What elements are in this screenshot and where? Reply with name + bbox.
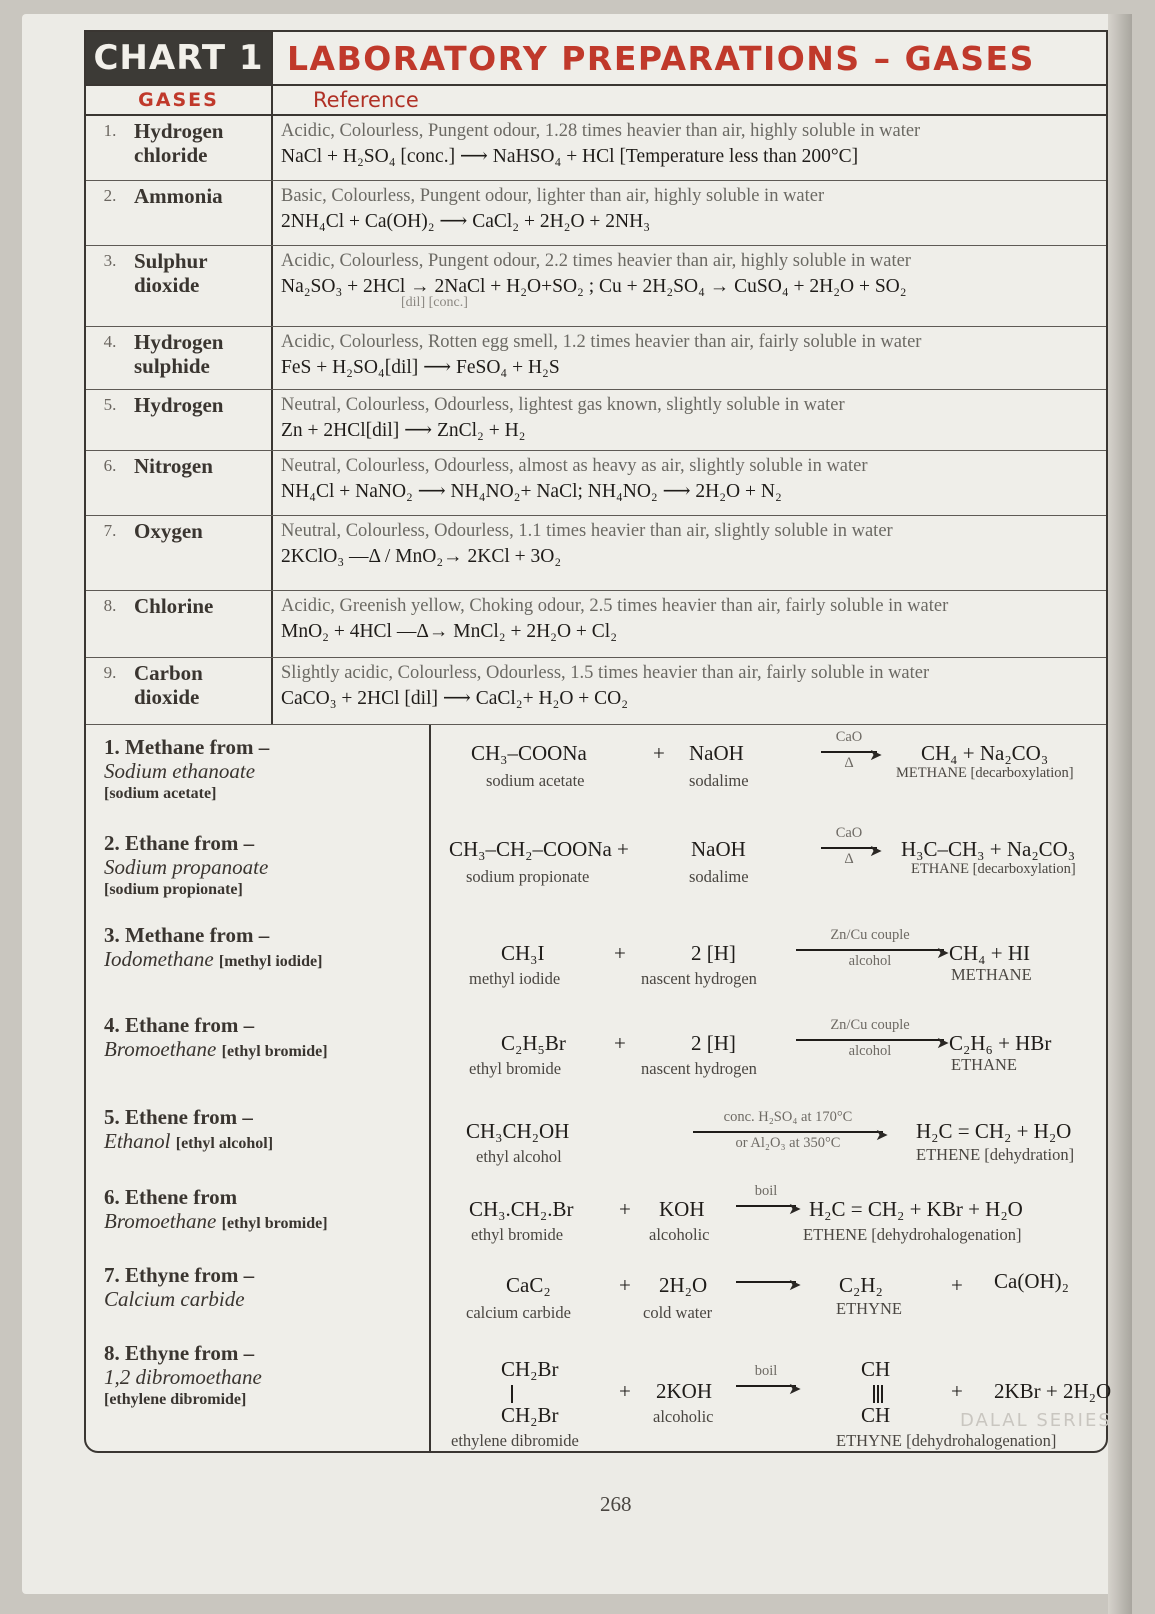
prep-title: 7. Ethyne from –: [104, 1263, 255, 1287]
plus-sign: +: [614, 941, 626, 965]
gas-properties: Neutral, Colourless, Odourless, almost as heavy as air, slightly soluble in water: [281, 456, 868, 476]
gas-row: [86, 327, 1106, 390]
reactant-2: 2KOH: [656, 1379, 712, 1403]
reactant-1: CH₃–COONa: [471, 741, 587, 765]
reactant-2-label: sodalime: [689, 771, 749, 790]
prep-reaction: [431, 1095, 1106, 1175]
plus-sign: +: [619, 1379, 631, 1403]
gas-properties: Acidic, Colourless, Pungent odour, 1.28 times heavier than air, highly soluble in water: [281, 121, 921, 141]
arrow-condition-top: boil: [754, 1183, 778, 1199]
prep-description: [86, 1095, 431, 1175]
gas-reference: [271, 516, 1106, 590]
prep-description: [86, 1253, 431, 1331]
prep-title: 1. Methane from –: [104, 735, 270, 759]
reactant-2-label: alcoholic: [649, 1225, 710, 1244]
arrow-condition-top: boil: [754, 1363, 778, 1379]
arrow-condition-top: CaO: [835, 825, 863, 841]
plus-sign: +: [619, 1273, 631, 1297]
prep-source: [104, 1037, 423, 1064]
gas-properties: Acidic, Colourless, Rotten egg smell, 1.2 times heavier than air, fairly soluble in water: [281, 332, 922, 352]
gas-reference: [271, 116, 1106, 180]
prep-source: [104, 1129, 423, 1156]
prep-title: 6. Ethene from: [104, 1185, 238, 1209]
gas-name: Oxygen: [134, 519, 203, 543]
reactant-2: 2 [H]: [691, 941, 736, 965]
prep-row: [86, 913, 1106, 1003]
prep-row: [86, 821, 1106, 913]
reactant-1-label: ethyl bromide: [469, 1059, 562, 1078]
prep-row: [86, 1331, 1112, 1451]
gas-number: 1.: [103, 121, 117, 140]
product-label: ETHENE [dehydration]: [916, 1145, 1075, 1164]
gas-number: 5.: [103, 395, 117, 414]
chart-table: [84, 30, 1112, 1453]
prep-source-note: [ethyl alcohol]: [175, 1135, 274, 1152]
gas-number: 4.: [103, 332, 117, 351]
gas-row: [86, 390, 1106, 451]
gas-row: [86, 591, 1106, 658]
gas-reference: [271, 246, 1106, 326]
reactant-1-label: methyl iodide: [469, 969, 561, 988]
gas-equation: 2NH₄Cl + Ca(OH)₂ ⟶ CaCl₂ + 2H₂O + 2NH₃: [281, 211, 651, 232]
prep-note: [sodium acetate]: [104, 785, 217, 802]
arrow-head-icon: ➤: [788, 1277, 802, 1294]
gas-name-cell: [86, 181, 271, 245]
chart-header: [86, 32, 1106, 86]
reactant-1-bottom: CH₂Br: [501, 1403, 559, 1427]
prep-row: [86, 1253, 1106, 1331]
gas-reference: [271, 181, 1106, 245]
gas-name-cell: [86, 116, 271, 180]
gas-equation: CaCO₃ + 2HCl [dil] ⟶ CaCl₂+ H₂O + CO₂: [281, 688, 629, 709]
arrow-condition-bottom: Δ: [844, 851, 854, 867]
gas-name: Sulphur dioxide: [134, 249, 208, 297]
reactant-1: C₂H₅Br: [501, 1031, 566, 1055]
gas-equation: NaCl + H₂SO₄ [conc.] ⟶ NaHSO₄ + HCl [Temperature less than 200°C]: [281, 146, 859, 167]
reactant-2-label: nascent hydrogen: [641, 969, 757, 988]
gas-properties: Neutral, Colourless, Odourless, lightest gas known, slightly soluble in water: [281, 395, 845, 415]
chart-title: LABORATORY PREPARATIONS – GASES: [271, 32, 1106, 84]
gas-name: Chlorine: [134, 594, 214, 618]
prep-source-note: [ethyl bromide]: [221, 1043, 328, 1060]
prep-rows: [86, 725, 1112, 1451]
prep-source-name: Bromoethane: [104, 1037, 217, 1061]
prep-source: [104, 759, 423, 783]
prep-source-name: Bromoethane: [104, 1209, 217, 1233]
product-label: ETHANE: [951, 1055, 1017, 1074]
arrow-condition-bottom: or Al₂O₃ at 350°C: [735, 1135, 841, 1151]
prep-title: 8. Ethyne from –: [104, 1341, 255, 1365]
product-label: METHANE: [951, 965, 1032, 984]
reactant-1-label: sodium propionate: [466, 867, 590, 886]
arrow-condition-bottom: alcohol: [848, 1043, 892, 1059]
arrow-head-icon: ➤: [936, 945, 950, 962]
product: H₂C = CH₂ + H₂O: [916, 1119, 1072, 1143]
gas-row: [86, 246, 1106, 327]
triple-bond-mid: [877, 1385, 879, 1403]
arrow-head-icon: ➤: [788, 1381, 802, 1398]
gas-row: [86, 451, 1106, 516]
reactant-2: KOH: [659, 1197, 705, 1221]
arrow-condition-top: Zn/Cu couple: [830, 1017, 910, 1033]
prep-reaction: [431, 821, 1106, 913]
product: CH₄ + HI: [949, 941, 1030, 965]
prep-description: [86, 1175, 431, 1253]
gas-number: 7.: [103, 521, 117, 540]
prep-description: [86, 725, 431, 821]
prep-source: [104, 855, 423, 879]
arrow-head-icon: ➤: [875, 1127, 889, 1144]
watermark: DALAL SERIES: [960, 1410, 1112, 1431]
reactant-1-label: sodium acetate: [486, 771, 585, 790]
prep-description: [86, 821, 431, 913]
gas-name-cell: [86, 327, 271, 389]
prep-reaction: [431, 1253, 1106, 1331]
gas-name-cell: [86, 246, 271, 326]
gas-number: 8.: [103, 596, 117, 615]
prep-row: [86, 1095, 1106, 1175]
prep-source: [104, 947, 423, 974]
gas-rows: [86, 116, 1106, 725]
prep-source-name: Sodium ethanoate: [104, 759, 256, 783]
prep-description: [86, 1003, 431, 1095]
gas-properties: Acidic, Colourless, Pungent odour, 2.2 times heavier than air, highly soluble in water: [281, 251, 911, 271]
prep-row: [86, 1003, 1106, 1095]
product-top: CH: [861, 1357, 891, 1381]
chart-label: CHART 1: [86, 32, 271, 84]
reactant-2: 2 [H]: [691, 1031, 736, 1055]
prep-source-name: Sodium propanoate: [104, 855, 269, 879]
gas-name: Nitrogen: [134, 454, 213, 478]
arrow-head-icon: ➤: [936, 1035, 950, 1052]
arrow-condition-top: CaO: [835, 729, 863, 745]
reactant-1-label: calcium carbide: [466, 1303, 571, 1322]
reaction-arrow: [736, 1385, 796, 1387]
prep-reaction: [431, 725, 1106, 821]
prep-title: 3. Methane from –: [104, 923, 270, 947]
prep-source-name: 1,2 dibromoethane: [104, 1365, 262, 1389]
prep-source-note: [methyl iodide]: [218, 953, 323, 970]
plus-sign: +: [653, 741, 665, 765]
reactant-2-label: cold water: [643, 1303, 713, 1322]
gas-name: Carbon dioxide: [134, 661, 203, 709]
gas-row: [86, 116, 1106, 181]
reactant-1: CH₃CH₂OH: [466, 1119, 570, 1143]
gas-reference: [271, 591, 1106, 657]
prep-row: [86, 1175, 1106, 1253]
single-bond: [511, 1385, 513, 1403]
gas-properties: Basic, Colourless, Pungent odour, lighter than air, highly soluble in water: [281, 186, 825, 206]
prep-reaction: [431, 1175, 1106, 1253]
reaction-arrow: [796, 949, 944, 951]
prep-row: [86, 725, 1106, 821]
prep-source: [104, 1287, 423, 1311]
page-edge: [1108, 14, 1132, 1614]
gas-reference: [271, 658, 1106, 724]
gas-equation: FeS + H₂SO₄[dil] ⟶ FeSO₄ + H₂S: [281, 357, 560, 378]
prep-note: [sodium propionate]: [104, 881, 243, 898]
gas-properties: Acidic, Greenish yellow, Choking odour, 2.5 times heavier than air, fairly soluble in water: [281, 596, 949, 616]
column-headers: [86, 86, 1106, 116]
reactant-1: CH₃–CH₂–COONa +: [449, 837, 629, 861]
gas-condition: [dil] [conc.]: [401, 295, 468, 310]
gas-properties: Slightly acidic, Colourless, Odourless, 1.5 times heavier than air, fairly soluble in water: [281, 663, 930, 683]
gas-name-cell: [86, 658, 271, 724]
reactant-2-label: sodalime: [689, 867, 749, 886]
gas-name-cell: [86, 390, 271, 450]
product: C₂H₂: [839, 1273, 883, 1297]
product-2: 2KBr + 2H₂O: [994, 1379, 1112, 1403]
product-label: ETHANE [decarboxylation]: [911, 861, 1076, 877]
arrow-condition-top: conc. H₂SO₄ at 170°C: [723, 1109, 853, 1125]
prep-source-name: Calcium carbide: [104, 1287, 245, 1311]
gas-name: Hydrogen: [134, 393, 224, 417]
arrow-head-icon: ➤: [869, 747, 883, 764]
gas-row: [86, 516, 1106, 591]
gas-name-cell: [86, 591, 271, 657]
prep-source-name: Iodomethane: [104, 947, 214, 971]
reactant-1: CH₃.CH₂.Br: [469, 1197, 574, 1221]
reactant-2-label: nascent hydrogen: [641, 1059, 757, 1078]
prep-title: 4. Ethane from –: [104, 1013, 255, 1037]
reactant-1-top: CH₂Br: [501, 1357, 559, 1381]
product: CH₄ + Na₂CO₃: [921, 741, 1049, 765]
prep-source-name: Ethanol: [104, 1129, 171, 1153]
prep-title: 5. Ethene from –: [104, 1105, 253, 1129]
gas-properties: Neutral, Colourless, Odourless, 1.1 times heavier than air, slightly soluble in water: [281, 521, 893, 541]
prep-description: [86, 913, 431, 1003]
reactant-2: 2H₂O: [659, 1273, 708, 1297]
reactant-1: CaC₂: [506, 1273, 551, 1297]
reactant-1-label: ethylene dibromide: [451, 1431, 579, 1450]
gas-name: Ammonia: [134, 184, 223, 208]
gas-name-cell: [86, 516, 271, 590]
column-gases: GASES: [138, 89, 219, 111]
product: C₂H₆ + HBr: [949, 1031, 1052, 1055]
arrow-condition-top: Zn/Cu couple: [830, 927, 910, 943]
prep-source-note: [ethyl bromide]: [221, 1215, 328, 1232]
plus-sign-2: +: [951, 1273, 963, 1297]
reactant-1-label: ethyl alcohol: [476, 1147, 562, 1166]
plus-sign: +: [614, 1031, 626, 1055]
product: H₃C–CH₃ + Na₂CO₃: [901, 837, 1076, 861]
gas-number: 9.: [103, 663, 117, 682]
gas-number: 2.: [103, 186, 117, 205]
gas-equation: Zn + 2HCl[dil] ⟶ ZnCl₂ + H₂: [281, 420, 526, 441]
plus-sign-2: +: [951, 1379, 963, 1403]
gas-reference: [271, 327, 1106, 389]
product-label: ETHYNE: [836, 1299, 902, 1318]
gas-equation: 2KClO₃ —Δ / MnO₂→ 2KCl + 3O₂: [281, 546, 562, 567]
prep-source: [104, 1209, 423, 1236]
arrow-head-icon: ➤: [869, 843, 883, 860]
gas-reference: [271, 451, 1106, 515]
prep-title: 2. Ethane from –: [104, 831, 255, 855]
gas-name-cell: [86, 451, 271, 515]
product-bottom: CH: [861, 1403, 891, 1427]
arrow-condition-bottom: alcohol: [848, 953, 892, 969]
arrow-head-icon: ➤: [788, 1201, 802, 1218]
gas-equation: NH₄Cl + NaNO₂ ⟶ NH₄NO₂+ NaCl; NH₄NO₂ ⟶ 2H₂O + N₂: [281, 481, 782, 502]
prep-reaction: [431, 1331, 1112, 1451]
gas-number: 3.: [103, 251, 117, 270]
reaction-arrow: [693, 1131, 883, 1133]
gas-number: 6.: [103, 456, 117, 475]
gas-equation: Na₂SO₃ + 2HCl → 2NaCl + H₂O+SO₂ ; Cu + 2H₂SO₄ → CuSO₄ + 2H₂O + SO₂: [281, 276, 907, 297]
reactant-2: NaOH: [689, 741, 744, 765]
product-label: METHANE [decarboxylation]: [896, 765, 1074, 781]
product-label: ETHENE [dehydrohalogenation]: [803, 1225, 1022, 1244]
prep-reaction: [431, 913, 1106, 1003]
reaction-arrow: [796, 1039, 944, 1041]
reactant-2-label: alcoholic: [653, 1407, 714, 1426]
reaction-arrow: [736, 1281, 796, 1283]
reactant-1-label: ethyl bromide: [471, 1225, 564, 1244]
prep-reaction: [431, 1003, 1106, 1095]
prep-description: [86, 1331, 431, 1451]
reactant-1: CH₃I: [501, 941, 545, 965]
gas-row: [86, 181, 1106, 246]
gas-equation: MnO₂ + 4HCl —Δ→ MnCl₂ + 2H₂O + Cl₂: [281, 621, 618, 642]
product: H₂C = CH₂ + KBr + H₂O: [809, 1197, 1023, 1221]
plus-sign: +: [619, 1197, 631, 1221]
prep-source: [104, 1365, 423, 1389]
product-2: Ca(OH)₂: [994, 1269, 1069, 1293]
page-number: 268: [600, 1492, 632, 1516]
prep-note: [ethylene dibromide]: [104, 1391, 247, 1408]
gas-row: [86, 658, 1106, 725]
gas-reference: [271, 390, 1106, 450]
gas-name: Hydrogen chloride: [134, 119, 224, 167]
reaction-arrow: [736, 1205, 796, 1207]
product-label: ETHYNE [dehydrohalogenation]: [836, 1431, 1057, 1450]
reactant-2: NaOH: [691, 837, 746, 861]
arrow-condition-bottom: Δ: [844, 755, 854, 771]
gas-name: Hydrogen sulphide: [134, 330, 224, 378]
column-reference: Reference: [271, 86, 1106, 114]
